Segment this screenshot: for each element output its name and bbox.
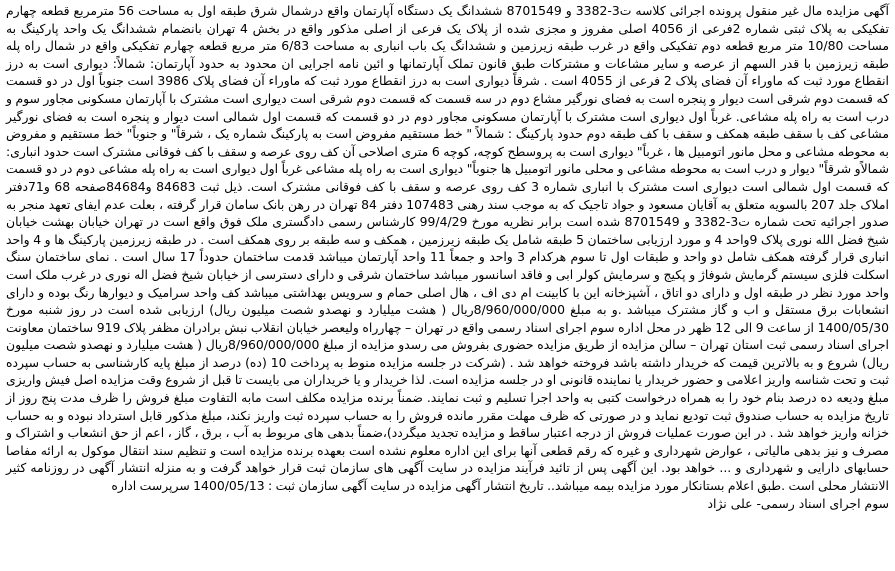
auction-notice-text: آگهی مزایده مال غیر منقول پرونده اجرائی کلاسه ت3-3382 و 8701549 ششدانگ یک دستگاه آپارتمان واقع درشمال شرق طبقه اول به مساحت 56 مترمربع قطعه چهارم تفکیکی به پلاک ثبتی شماره 2فرعی از 4056 اصلی مفروز و مجزی شده از پلاک یک فرعی از اصلی مذکور واقع در بخش 4 تهران بانضمام ششدانگ یک واحد پارکینگ به مساحت 10/80 متر مربع قطعه دوم تفکیکی واقع در غرب طبقه زیرزمین و ششدانگ یک باب انباری به مساحت 6/83 متر مربع قطعه چهارم تفکیکی واقع در شمال راه پله طبقه زیرزمین با قدر السهم از عرصه و سایر مشاعات و مشترکات طبق قانون تملک آپارتمانها و ائین نامه اجرایی ان محدود به حدود آپارتمان: شمالاً: دیواری است به درز انقطاع مورد ثبت که ماوراء آن فضای پلاک 2 فرعی از 4055 است . شرقاً دیواری است به درز انقطاع مورد ثبت که ماوراء آن فضای پلاک 3986 است جنوباً اول در دو قسمت که قسمت دوم شرقی است دیوار و پنجره است به فضای نورگیر مشاع دوم در سه قسمت که قسمت دوم شرقی است دیواری است مشترک با آپارتمان مسکونی مجاور سوم و درب است به راه پله مشاعی. غرباً اول دیواری است مشترک با آپارتمان مسکونی مجاور دوم در دو قسمت که قسمت اول شمالی است دیوار و پنجره است به فضای نورگیر مشاعی کف با سقف طبقه همکف و سقف با کف طبقه دوم حدود پارکینگ : شمالاً " خط مستقیم مفروض است به پارکینگ شماره یک ، شرقاً" و جنوباً" خط مستقیم و مفروض به محوطه مشاعی و محل مانور اتومبیل ها ، غرباً" دیواری است به پروسطح کوچه، کوچه 6 متری اصلاحی آن کف روی عرصه و سقف با کف فوقانی مشترک است حدود انباری: شمالاًو شرقاً" دیوار و درب است به محوطه مشاعی و محلی مانور اتومبیل ها جنوباً" دیواری است به راه پله مشاعی غرباً اول دیواری است به راه پله مشاعی دوم در دو قسمت که قسمت اول شمالی است دیواری است مشترک با انباری شماره 3 کف روی عرصه و سقف با کف فوقانی مشترک است. ذیل ثبت 84683 و84684صفحه 68 و71دفتر املاک جلد 207 بالسویه متعلق به آقایان مسعود و جواد تاجیک که به موجب سند رهنی 107483 دفتر 84 تهران در رهن بانک سامان قرار گرفته ، بعلت عدم ایفای تعهد منجر به صدور اجرائیه تحت شماره ت3-3382 و 8701549 شده است برابر نظریه مورخ 99/4/29 کارشناس رسمی دادگستری ملک فوق واقع است در تهران خیابان بهشت خیابان شیخ فضل الله نوری پلاک 9واحد 4 و مورد ارزیابی ساختمان 5 طبقه شامل یک طبقه زیرزمین ، همکف و سه طبقه بر روی همکف است . در طبقه زیرزمین پارکینگ ها و 4 واحد انباری قرار گرفته همکف شامل دو واحد و طبقات اول تا سوم هرکدام 3 واحد و جمعاً 11 واحد آپارتمان میباشد قدمت ساختمان حدوداً 17 سال است . نمای ساختمان سنگ اسکلت فلزی سیستم گرمایش شوفاژ و پکیج و سرمایش کولر ابی و فاقد اسانسور میباشد ساختمان شرقی و دارای دسترسی از خیابان شیخ فضل اله نوری در غرب ملک است واحد مورد نظر در طبقه اول و دارای دو اتاق ، آشپزخانه این با کابینت ام دی اف ، هال اصلی حمام و سرویس بهداشتی میباشد کف واحد سرامیک و دیوارها رنگ بوده و دارای انشعابات برق مستقل و اب و گاز مشترک میباشد .و به مبلغ 8/960/000/000ریال ( هشت میلیارد و نهصدو شصت میلیون ریال) ارزیابی شده است در روز شنبه مورخ 1400/05/30 از ساعت 9 الی 12 ظهر در محل اداره سوم اجرای اسناد رسمی واقع در تهران – چهارراه ولیعصر خیابان انقلاب نبش برادران مظفر پلاک 919 ساختمان معاونت اجرای اسناد رسمی ثبت استان تهران – سالن مزایده از طریق مزایده حضوری بفروش می رسدو مزایده از مبلغ 8/960/000/000ریال ( هشت میلیارد و نهصدو شصت میلیون ریال) شروع و به بالاترین قیمت که خریدار داشته باشد فروخته خواهد شد . (شرکت در جلسه مزایده منوط به پرداخت 10 (ده) درصد از مبلغ پایه کارشناسی به حساب سپرده ثبت و تحت شناسه واریز اعلامی و حضور خریدار یا نماینده قانونی او در جلسه مزایده است. لذا خریدار و یا خریداران می بایست تا قبل از شروع وقت مزایده اصل فیش واریزی مبلغ ودیعه ده درصد بنام خود را به همراه درخواست کتبی به واحد اجرا تسلیم و ثبت نمایند. ضمناً برنده مزایده مکلف است مابه التفاوت مبلغ فروش را ظرف مدت پنج روز از تاریخ مزایده به حساب صندوق ثبت تودیع نماید و در صورتی که ظرف مهلت مقرر مانده فروش را به حساب سپرده ثبت واریز نکند، مبلغ مذکور قابل استرداد نبوده و به حساب خزانه واریز خواهد شد . در این صورت عملیات فروش از درجه اعتبار ساقط و مزایده تجدید میگردد)،ضمناً بدهی های مربوط به آب ، برق ، گاز ، اعم از حق انشعاب و اشتراک و مصرف و نیز بدهی مالیاتی ، عوارض شهرداری و غیره که رقم قطعی آنها برای این اداره معلوم نشده است بعهده برنده مزایده است و تنظیم سند انتقال موکول به ارائه مفاصا حسابهای دارایی و شهرداری و ... خواهد بود. این آگهی پس از تائید فرآیند مزایده در سایت آگهی های سازمان ثبت قرار خواهد گرفت و به منزله انتشار آگهی در روزنامه کثیر الانتشار محلی است .طبق اعلام بستانکار مورد مزایده بیمه میباشد.. تاریخ انتشار آگهی مزایده در سایت آگهی سازمان ثبت : 1400/05/13 سرپرست اداره [6,3,890,494]
notice-signature: سوم اجرای اسناد رسمی- علی نژاد [707,495,889,511]
